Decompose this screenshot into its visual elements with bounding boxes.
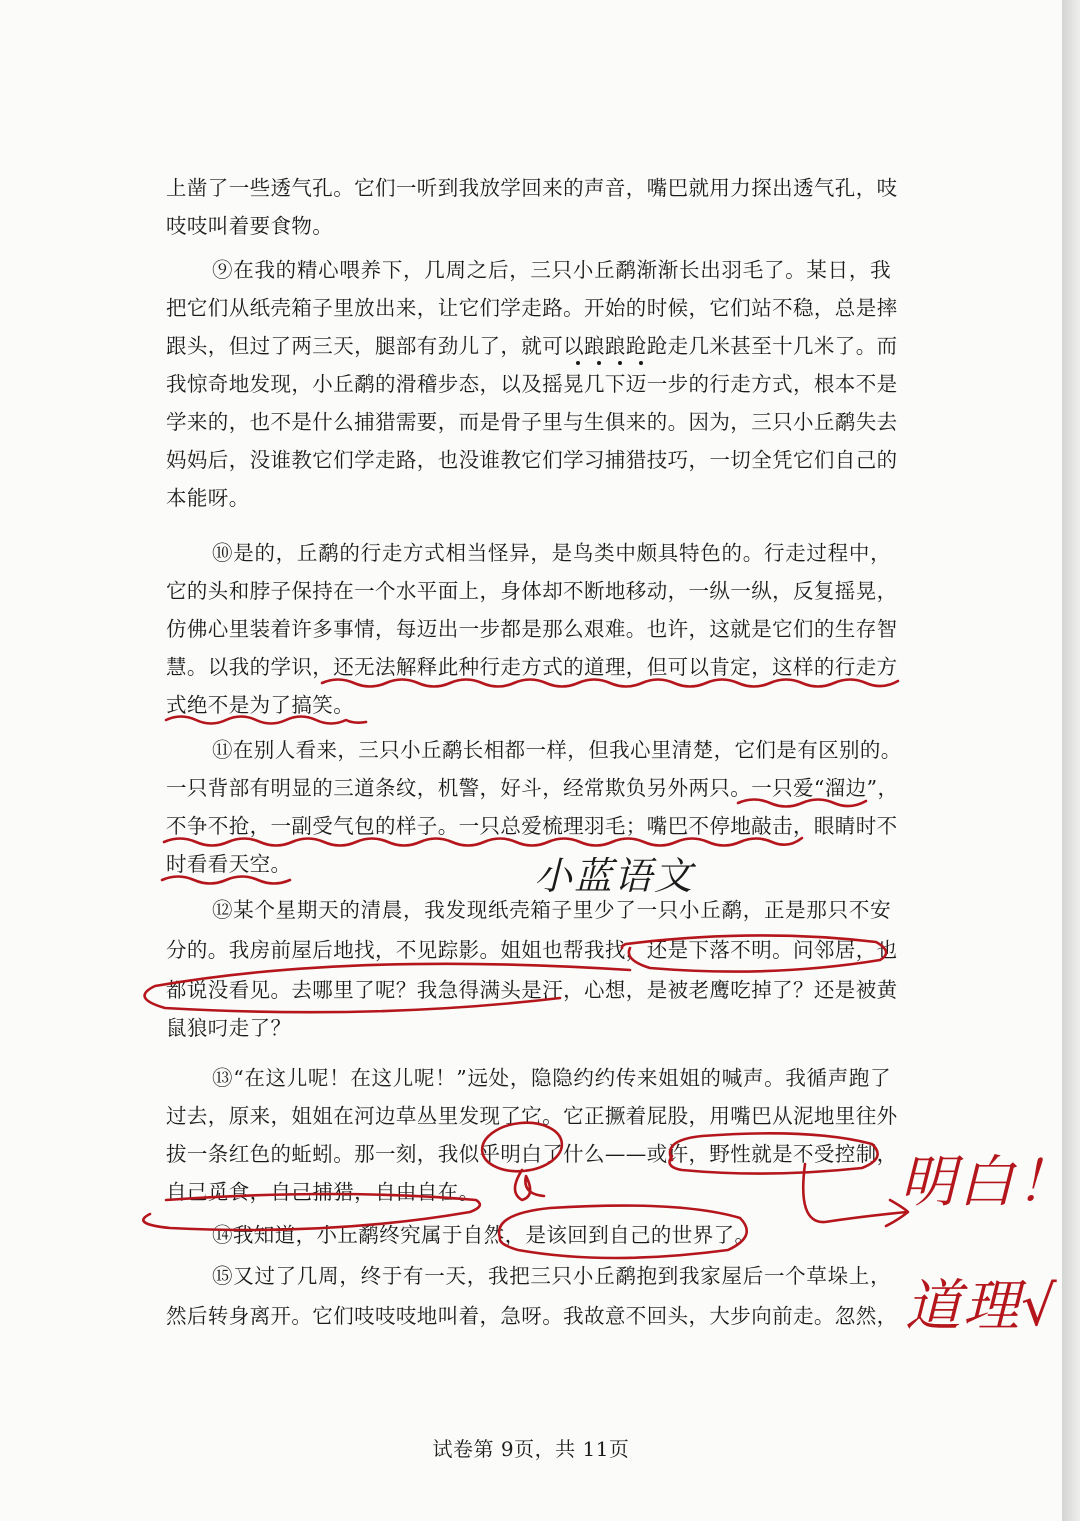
paragraph-13-start: ⑬“在这儿呢！在这儿呢！”远处，隐隐约约传来姐姐的喊声。我循声跑了 xyxy=(212,1066,891,1090)
text-line: 妈妈后，没谁教它们学走路，也没谁教它们学习捕猎技巧，一切全凭它们自己的 xyxy=(166,448,898,472)
text-line: 鼠狼叼走了？ xyxy=(166,1016,292,1040)
text-line: 上凿了一些透气孔。它们一听到我放学回来的声音，嘴巴就用力探出透气孔，吱 xyxy=(166,176,898,200)
text-line: 拔一条红色的蚯蚓。那一刻，我似乎明白了什么——或许，野性就是不受控制， xyxy=(166,1142,898,1166)
text-line: 学来的，也不是什么捕猎需要，而是骨子里与生俱来的。因为，三只小丘鹬失去 xyxy=(166,410,898,434)
paragraph-9-start: ⑨在我的精心喂养下，几周之后，三只小丘鹬渐渐长出羽毛了。某日，我 xyxy=(212,258,891,282)
paragraph-10-start: ⑩是的，丘鹬的行走方式相当怪异，是鸟类中颇具特色的。行走过程中， xyxy=(212,541,891,565)
paragraph-11-start: ⑪在别人看来，三只小丘鹬长相都一样，但我心里清楚，它们是有区别的。 xyxy=(212,738,902,762)
handwritten-note-center: 小蓝语文 xyxy=(534,854,695,898)
text-line: 过去，原来，姐姐在河边草丛里发现了它。它正撅着屁股，用嘴巴从泥地里往外 xyxy=(166,1104,898,1128)
handwritten-note-right-2: 道理√ xyxy=(905,1274,1059,1339)
text-line: 时看看天空。 xyxy=(166,852,292,876)
text-line: 我惊奇地发现，小丘鹬的滑稽步态，以及摇晃几下迈一步的行走方式，根本不是 xyxy=(166,372,898,396)
handwritten-note-right-1: 明白！ xyxy=(900,1150,1074,1215)
paragraph-12-start: ⑫某个星期天的清晨，我发现纸壳箱子里少了一只小丘鹬，正是那只不安 xyxy=(212,898,891,922)
text-line: 本能呀。 xyxy=(166,486,250,510)
paragraph-15-start: ⑮又过了几周，终于有一天，我把三只小丘鹬抱到我家屋后一个草垛上， xyxy=(212,1264,891,1288)
text-line: 然后转身离开。它们吱吱吱地叫着，急呀。我故意不回头，大步向前走。忽然， xyxy=(166,1304,898,1328)
text-line: 都说没看见。去哪里了呢？我急得满头是汗，心想，是被老鹰吃掉了？还是被黄 xyxy=(166,978,898,1002)
text-line: 把它们从纸壳箱子里放出来，让它们学走路。开始的时候，它们站不稳，总是摔 xyxy=(166,296,898,320)
text-line: 跟头，但过了两三天，腿部有劲儿了，就可以踉踉跄跄走几米甚至十几米了。而 xyxy=(166,334,898,358)
text-line: 分的。我房前屋后地找，不见踪影。姐姐也帮我找，还是下落不明。问邻居，也 xyxy=(166,938,898,962)
page-edge xyxy=(1062,0,1080,1521)
text-line: 它的头和脖子保持在一个水平面上，身体却不断地移动，一纵一纵，反复摇晃， xyxy=(166,579,898,603)
text-line: 式绝不是为了搞笑。 xyxy=(166,693,355,717)
paragraph-14: ⑭我知道，小丘鹬终究属于自然，是该回到自己的世界了。 xyxy=(212,1223,756,1247)
text-line: 自己觅食，自己捕猎，自由自在。 xyxy=(166,1180,480,1204)
text-line: 一只背部有明显的三道条纹，机警，好斗，经常欺负另外两只。一只爱“溜边”， xyxy=(166,776,899,800)
text-line: 慧。以我的学识，还无法解释此种行走方式的道理，但可以肯定，这样的行走方 xyxy=(166,655,898,679)
text-line: 吱吱叫着要食物。 xyxy=(166,214,334,238)
page-footer: 试卷第 9页，共 11页 xyxy=(432,1437,630,1461)
text-line: 仿佛心里装着许多事情，每迈出一步都是那么艰难。也许，这就是它们的生存智 xyxy=(166,617,898,641)
text-line: 不争不抢，一副受气包的样子。一只总爱梳理羽毛；嘴巴不停地敲击，眼睛时不 xyxy=(166,814,898,838)
